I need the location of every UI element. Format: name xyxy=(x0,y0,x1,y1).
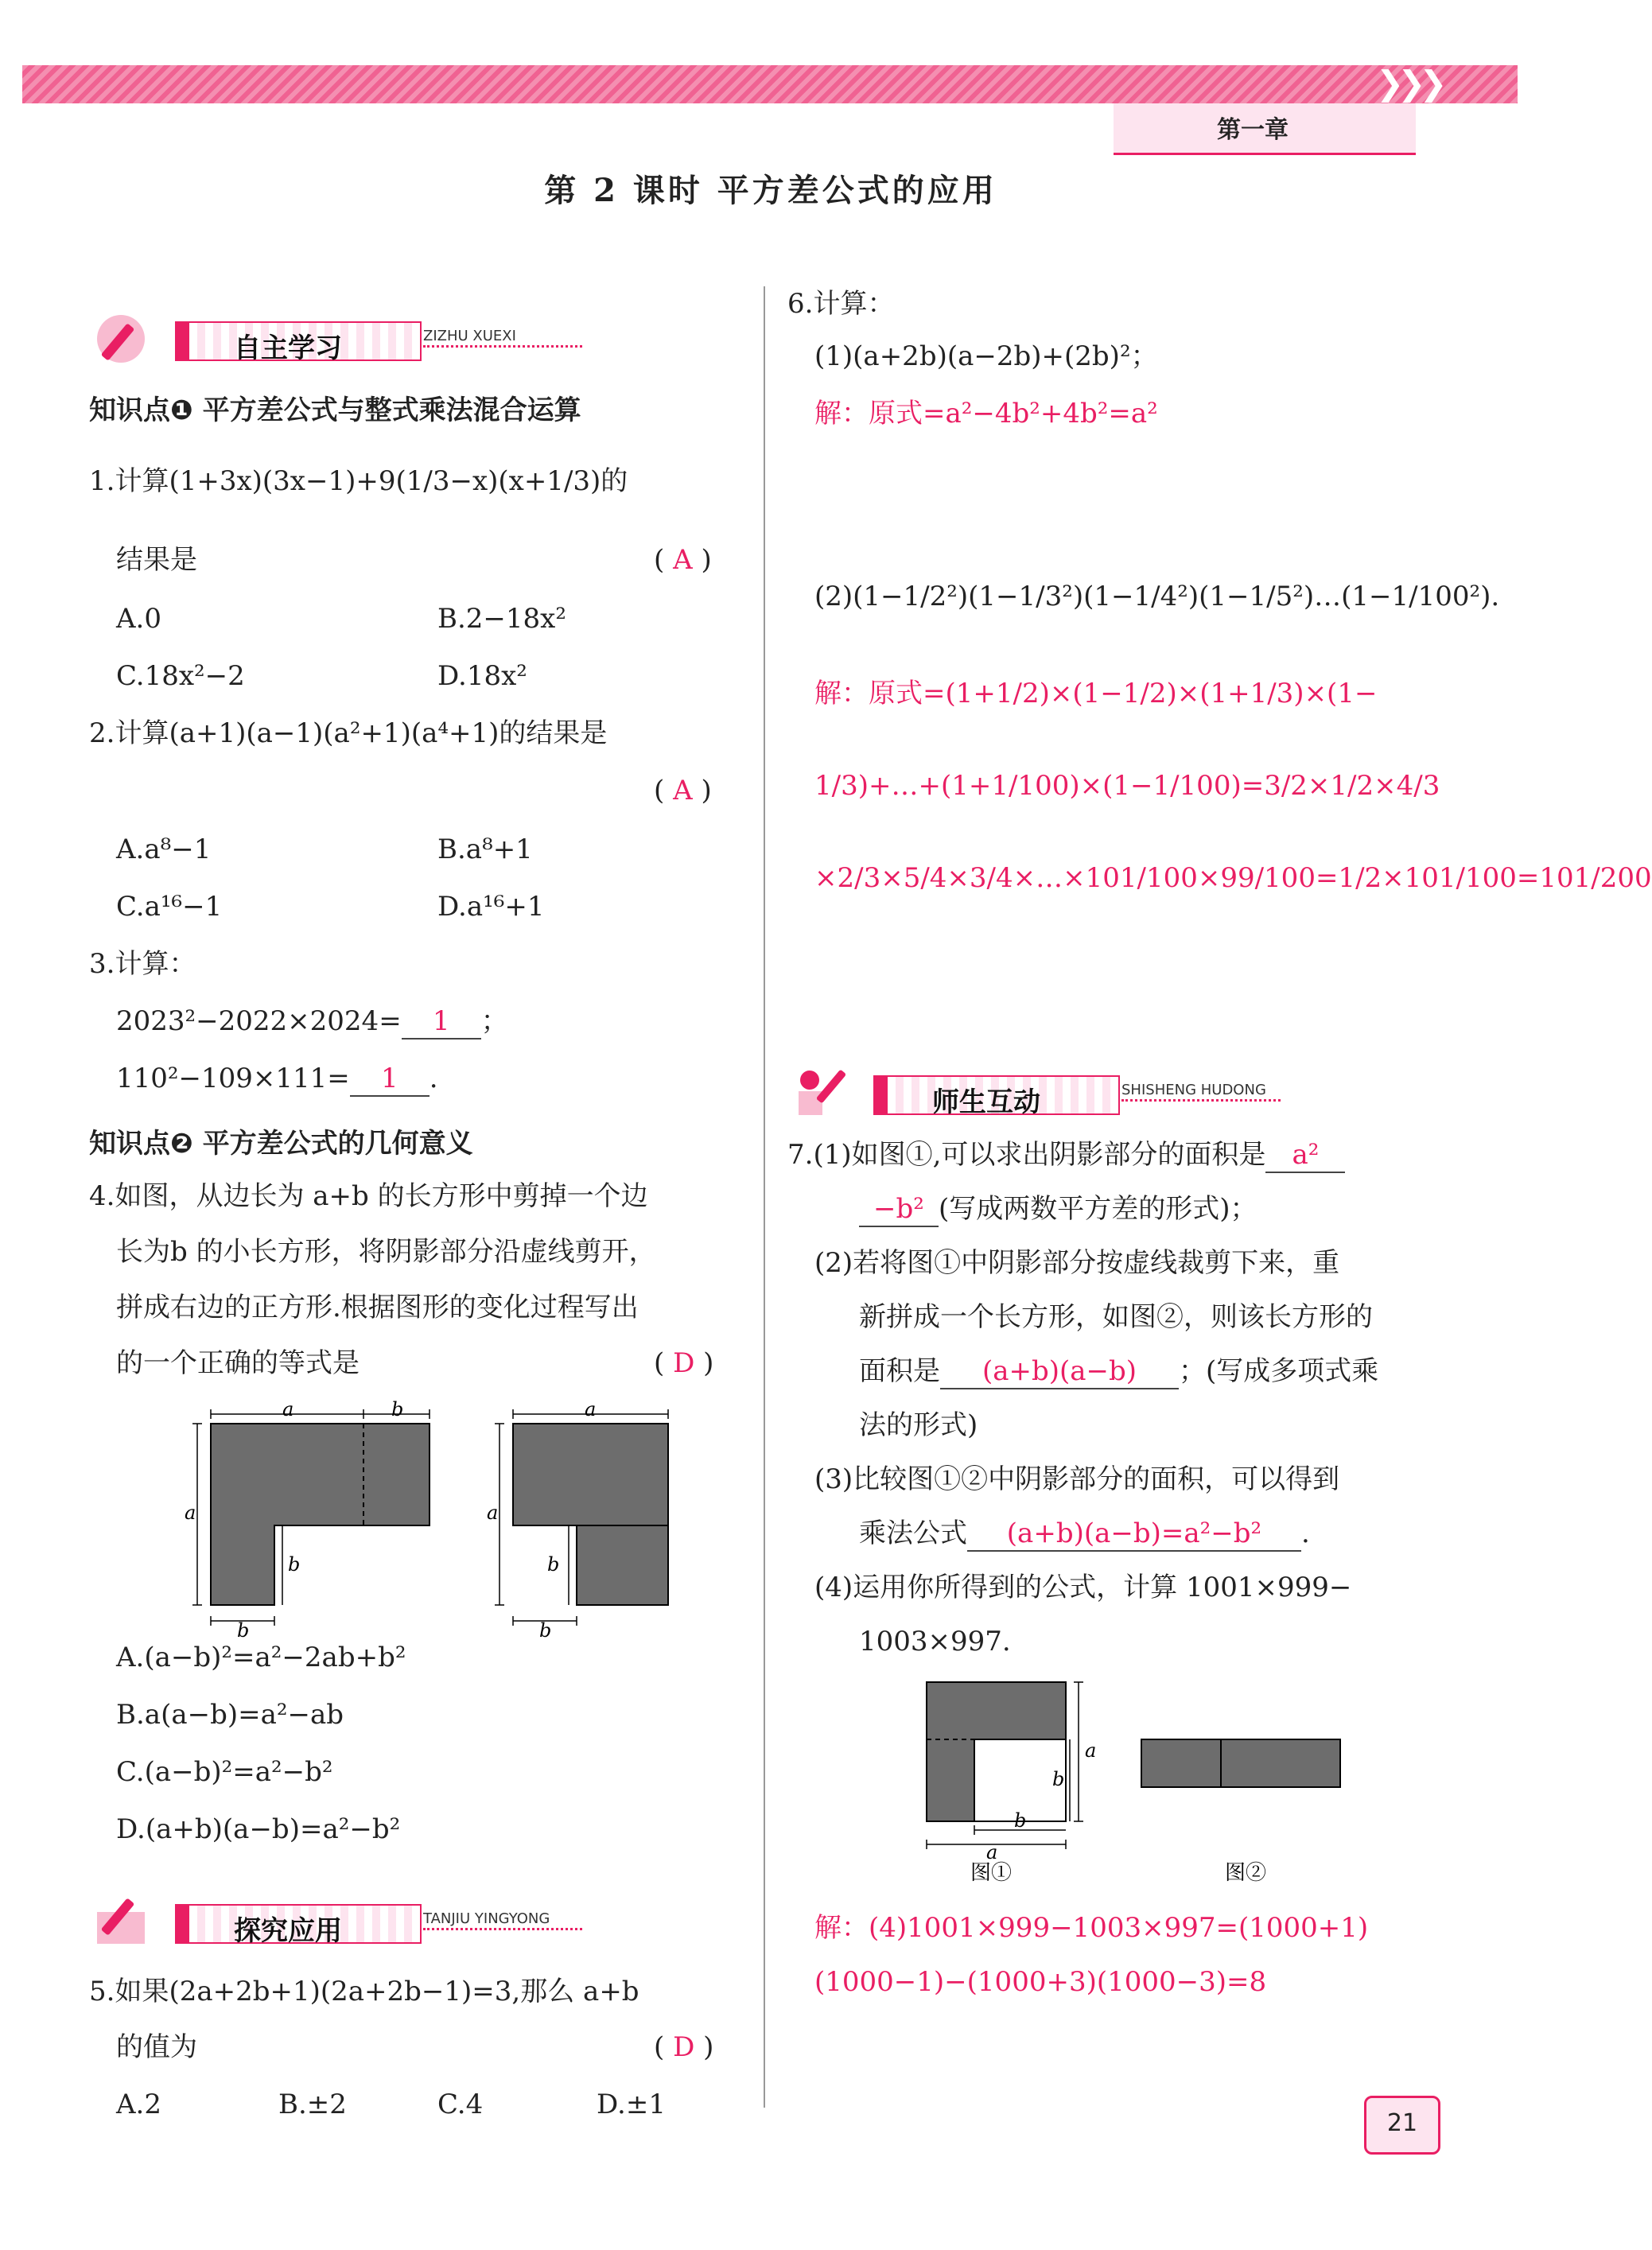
section-pinyin: SHISHENG HUDONG xyxy=(1121,1082,1266,1098)
section-dots xyxy=(423,1928,582,1930)
q5-answer: D xyxy=(673,2031,695,2063)
section-label: 自主学习 xyxy=(234,332,342,364)
q6-part-2: (2)(1−1/2²)(1−1/3²)(1−1/4²)(1−1/5²)…(1−1/100²). xyxy=(814,581,1500,612)
q7-part-2-line-1: (2)若将图①中阴影部分按虚线裁剪下来，重 xyxy=(814,1247,1340,1279)
q2-answer: A xyxy=(673,775,693,806)
q1-stem: 1.计算(1+3x)(3x−1)+9(1/3−x)(x+1/3)的 xyxy=(89,465,628,497)
q7-part-3-line-2: 乘法公式 (a+b)(a−b)=a²−b² . xyxy=(859,1517,1310,1552)
q6-part-1: (1)(a+2b)(a−2b)+(2b)²； xyxy=(814,340,1158,372)
svg-text:b: b xyxy=(1052,1768,1065,1790)
q5-option-c: C.4 xyxy=(437,2089,484,2120)
q1-option-a: A.0 xyxy=(116,603,161,635)
q2-option-b: B.a⁸+1 xyxy=(437,834,533,865)
q1-option-c: C.18x²−2 xyxy=(116,660,245,692)
q7-part-3-line-1: (3)比较图①②中阴影部分的面积，可以得到 xyxy=(814,1463,1340,1495)
svg-text:b: b xyxy=(539,1619,552,1642)
q4-line-3: 拼成右边的正方形.根据图形的变化过程写出 xyxy=(116,1292,639,1323)
svg-text:a: a xyxy=(185,1502,196,1524)
q3-line1: 2023²−2022×2024= 1 ； xyxy=(116,1005,508,1040)
page-number: 21 xyxy=(1386,2109,1418,2137)
knowledge-point-1: 知识点❶ 平方差公式与整式乘法混合运算 xyxy=(89,394,581,426)
section-label: 师生互动 xyxy=(932,1086,1040,1118)
section-pinyin: ZIZHU XUEXI xyxy=(423,328,516,344)
chapter-label: 第一章 xyxy=(1217,116,1289,144)
q4-option-c: C.(a−b)²=a²−b² xyxy=(116,1756,333,1788)
q7-answer-2: (a+b)(a−b) xyxy=(940,1355,1179,1389)
q6-solution-2-line-3: ×2/3×5/4×3/4×…×101/100×99/100=1/2×101/100=101/200 xyxy=(814,862,1652,894)
q7-part-4-line-1: (4)运用你所得到的公式，计算 1001×999− xyxy=(814,1572,1352,1603)
q2-stem: 2.计算(a+1)(a−1)(a²+1)(a⁴+1)的结果是 xyxy=(89,717,608,749)
q5-answer-bracket: ( D ) xyxy=(654,2031,714,2063)
svg-text:a: a xyxy=(282,1398,294,1420)
svg-text:a: a xyxy=(585,1398,597,1420)
q5-stem: 5.如果(2a+2b+1)(2a+2b−1)=3,那么 a+b xyxy=(89,1976,639,2007)
q7-part-1: 7.(1)如图①,可以求出阴影部分的面积是 a² xyxy=(787,1139,1345,1173)
q6-solution-2-line-2: 1/3)+…+(1+1/100)×(1−1/100)=3/2×1/2×4/3 xyxy=(814,770,1440,802)
q7-answer-1a: a² xyxy=(1265,1139,1345,1173)
q7-answer-3: (a+b)(a−b)=a²−b² xyxy=(967,1517,1301,1552)
q2-option-c: C.a¹⁶−1 xyxy=(116,891,223,923)
q5-stem-cont: 的值为 xyxy=(116,2031,197,2063)
section-banner-zizhu xyxy=(89,317,646,363)
q3-line2: 110²−109×111= 1 . xyxy=(116,1063,438,1097)
section-label: 探究应用 xyxy=(234,1915,342,1947)
section-dots xyxy=(423,345,582,348)
q6-stem: 6.计算： xyxy=(787,288,895,320)
teacher-student-icon xyxy=(787,1059,859,1123)
q1-option-d: D.18x² xyxy=(437,660,527,692)
header-arrows-icon: ❯❯❯ xyxy=(1376,64,1441,103)
header-band xyxy=(22,65,1518,103)
q7-solution-line-1: 解：(4)1001×999−1003×997=(1000+1) xyxy=(814,1912,1369,1944)
svg-text:b: b xyxy=(288,1553,301,1576)
q7-part-1-cont: −b² (写成两数平方差的形式)； xyxy=(859,1193,1257,1227)
q7-part-2-line-2: 新拼成一个长方形，如图②，则该长方形的 xyxy=(859,1301,1373,1333)
q3-answer-2: 1 xyxy=(350,1063,430,1097)
q5-option-b: B.±2 xyxy=(278,2089,347,2120)
svg-text:b: b xyxy=(1014,1809,1027,1832)
q4-line-4: 的一个正确的等式是 xyxy=(116,1347,360,1379)
section-banner-shisheng xyxy=(787,1071,1344,1117)
svg-text:b: b xyxy=(237,1619,250,1642)
column-divider xyxy=(764,286,765,2108)
q2-option-d: D.a¹⁶+1 xyxy=(437,891,545,923)
svg-text:b: b xyxy=(391,1398,404,1420)
q7-solution-line-2: (1000−1)−(1000+3)(1000−3)=8 xyxy=(814,1966,1267,1998)
pen-icon xyxy=(89,305,161,369)
q1-stem-cont: 结果是 xyxy=(116,544,197,576)
q2-answer-bracket: ( A ) xyxy=(654,775,712,806)
q1-answer-bracket: ( A ) xyxy=(654,544,712,576)
q6-solution-2-line-1: 解：原式=(1+1/2)×(1−1/2)×(1+1/3)×(1− xyxy=(814,678,1378,709)
q4-answer: D xyxy=(673,1347,695,1379)
page-number-box xyxy=(1364,2096,1440,2155)
q4-line-2: 长为b 的小长方形，将阴影部分沿虚线剪开， xyxy=(116,1236,656,1268)
q4-answer-bracket: ( D ) xyxy=(654,1347,714,1379)
svg-text:b: b xyxy=(547,1553,560,1576)
q7-answer-1b: −b² xyxy=(859,1193,939,1227)
knowledge-point-2: 知识点❷ 平方差公式的几何意义 xyxy=(89,1128,473,1160)
fig-2-label: 图② xyxy=(1225,1861,1267,1885)
lesson-title: 第 2 课时 平方差公式的应用 xyxy=(544,172,997,209)
q4-line-1: 4.如图，从边长为 a+b 的长方形中剪掉一个边 xyxy=(89,1180,648,1212)
pen-icon xyxy=(89,1888,161,1952)
section-banner-tanjiu xyxy=(89,1899,646,1945)
q3-answer-1: 1 xyxy=(402,1005,481,1040)
q7-figures xyxy=(907,1674,1352,1885)
q4-figure xyxy=(183,1398,692,1642)
q3-stem: 3.计算： xyxy=(89,948,196,980)
q7-part-2-line-4: 法的形式) xyxy=(859,1409,978,1441)
q4-option-b: B.a(a−b)=a²−ab xyxy=(116,1699,344,1731)
q4-option-a: A.(a−b)²=a²−2ab+b² xyxy=(116,1642,406,1673)
q7-part-4-line-2: 1003×997. xyxy=(859,1626,1011,1657)
q6-solution-1: 解：原式=a²−4b²+4b²=a² xyxy=(814,398,1158,429)
svg-text:a: a xyxy=(487,1502,499,1524)
q5-option-a: A.2 xyxy=(116,2089,161,2120)
svg-text:a: a xyxy=(1085,1739,1097,1762)
fig-1-label: 图① xyxy=(970,1861,1013,1885)
q1-option-b: B.2−18x² xyxy=(437,603,566,635)
section-pinyin: TANJIU YINGYONG xyxy=(423,1910,550,1927)
q5-option-d: D.±1 xyxy=(597,2089,666,2120)
q7-part-2-line-3: 面积是 (a+b)(a−b) ；(写成多项式乘 xyxy=(859,1355,1378,1389)
q2-option-a: A.a⁸−1 xyxy=(116,834,212,865)
q1-answer: A xyxy=(673,544,693,576)
q4-option-d: D.(a+b)(a−b)=a²−b² xyxy=(116,1813,401,1845)
section-dots xyxy=(1121,1099,1281,1102)
svg-text:a: a xyxy=(986,1841,998,1863)
